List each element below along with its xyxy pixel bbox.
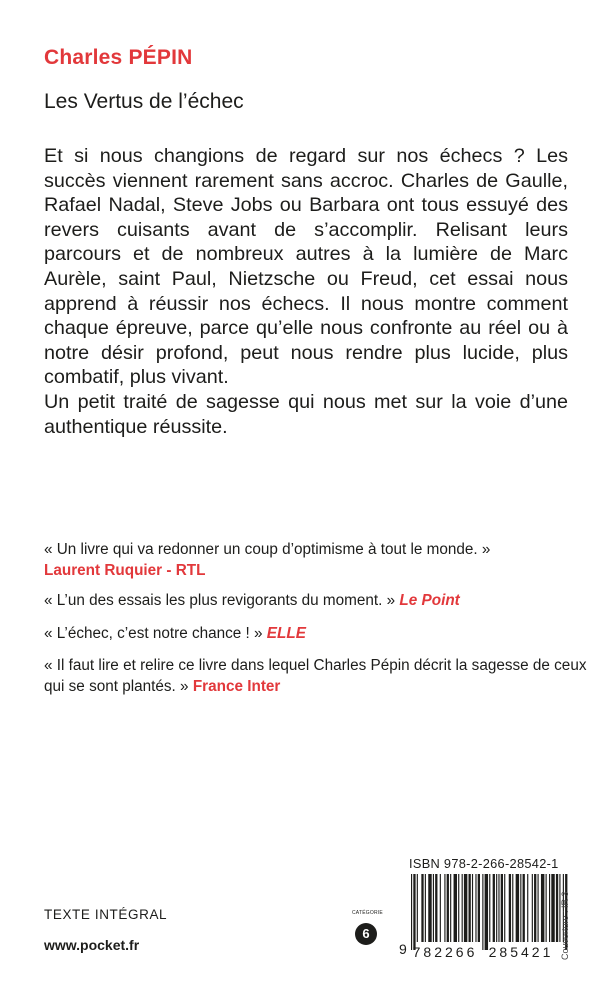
barcode-bar	[512, 874, 513, 942]
press-quote	[44, 591, 589, 612]
barcode-bar	[523, 874, 525, 942]
barcode-bar	[447, 874, 449, 942]
category-badge: 6	[355, 923, 377, 945]
quote-source: Le Point	[399, 592, 460, 609]
blurb-paragraph: Et si nous changions de regard sur nos échecs ? Les succès viennent rarement sans accroc. Charles de Gaulle, Rafael Nadal, Steve Jobs ou Barbara ont tous essuyé des revers cuisants avant de s’accomplir. Relisant leurs parcours et de nombreux autres à la lumière de Marc Aurèle, saint Paul, Nietzsche ou Freud, cet essai nous apprend à réussir nos échecs. Il nous montre comment chaque épreuve, parce qu’elle nous confronte au réel ou à notre désir profond, peut nous rendre plus lucide, plus combatif, plus vivant.	[44, 145, 568, 389]
barcode-bar	[464, 874, 467, 942]
barcode-bar	[413, 874, 415, 950]
barcode-bar	[493, 874, 495, 942]
barcode-bar	[534, 874, 536, 942]
book-title: Les Vertus de l’échec	[44, 90, 244, 113]
barcode-digits-right: 285421	[488, 944, 554, 960]
barcode-bar	[428, 874, 431, 942]
barcode-bar	[546, 874, 547, 942]
edition-label: TEXTE INTÉGRAL	[44, 907, 168, 922]
barcode-bar	[411, 874, 412, 950]
quote-source: France Inter	[192, 677, 281, 695]
cover-credit: Couverture : IR 3	[560, 891, 570, 960]
barcode-bar	[504, 874, 505, 942]
barcode-bar	[425, 874, 426, 942]
category-label: CATÉGORIE	[352, 910, 383, 916]
barcode-bar	[549, 874, 550, 942]
press-quote	[44, 624, 589, 645]
barcode-bar	[435, 874, 437, 942]
barcode-bar	[516, 874, 519, 942]
barcode-bar	[458, 874, 459, 942]
barcode-bar	[496, 874, 497, 942]
barcode-digits-left: 782266	[412, 944, 478, 960]
barcode-bar	[489, 874, 490, 942]
barcode-bar	[450, 874, 451, 942]
barcode-bar	[485, 874, 488, 950]
barcode-bar	[520, 874, 521, 942]
barcode-bar	[482, 874, 483, 950]
barcode-bar	[433, 874, 434, 942]
barcode-bar	[421, 874, 423, 942]
barcode-bar	[444, 874, 445, 942]
barcode-bar	[478, 874, 480, 942]
barcode-bar	[538, 874, 539, 942]
blurb	[44, 144, 568, 439]
quote-text: « Un livre qui va redonner un coup d’optimisme à tout le monde. »	[44, 541, 491, 558]
quote-text: « L’échec, c’est notre chance ! »	[44, 625, 263, 642]
isbn-number: ISBN 978-2-266-28542-1	[409, 856, 559, 871]
barcode-bar	[532, 874, 533, 942]
author-name: Charles PÉPIN	[44, 46, 193, 69]
quote-text: « L’un des essais les plus revigorants du moment. »	[44, 592, 396, 609]
barcode-bar	[440, 874, 441, 942]
website-link[interactable]: www.pocket.fr	[44, 937, 140, 953]
barcode-bar	[501, 874, 503, 942]
quote-source: ELLE	[266, 625, 306, 642]
barcode-bar	[551, 874, 554, 942]
press-quote	[44, 656, 589, 697]
barcode-bar	[475, 874, 476, 942]
barcode-bar	[454, 874, 457, 942]
barcode-bar	[541, 874, 544, 942]
barcode-bar	[417, 874, 418, 942]
barcode-first-digit: 9	[399, 941, 407, 957]
barcode-bar	[527, 874, 528, 942]
barcode-bar	[469, 874, 471, 942]
quote-text: « Il faut lire et relire ce livre dans lequel Charles Pépin décrit la sagesse de ceux qui se sont plantés. »	[44, 657, 587, 695]
press-quote	[44, 540, 589, 581]
barcode-bar	[509, 874, 511, 942]
barcode-bar	[498, 874, 499, 942]
barcode-bar	[472, 874, 473, 942]
blurb-paragraph: Un petit traité de sagesse qui nous met sur la voie d’une authentique réussite.	[44, 390, 568, 438]
barcode-bars	[411, 874, 567, 950]
barcode-icon	[397, 874, 573, 960]
barcode-bar	[556, 874, 558, 942]
quote-source: Laurent Ruquier - RTL	[44, 561, 206, 579]
barcode-bar	[462, 874, 463, 942]
